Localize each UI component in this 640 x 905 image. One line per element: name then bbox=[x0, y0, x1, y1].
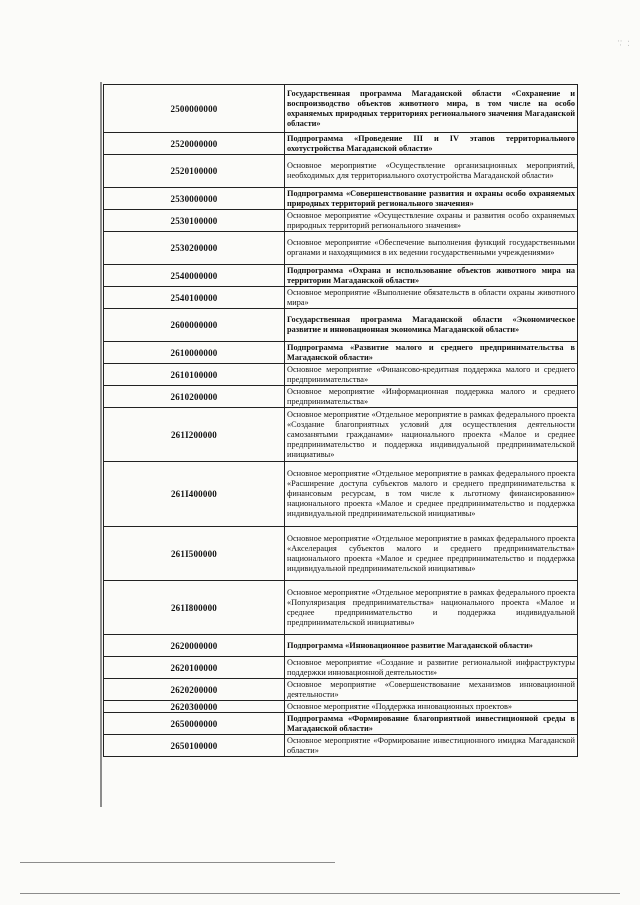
program-name: Основное мероприятие «Выполнение обязательств в области охраны животного мира» bbox=[285, 287, 578, 309]
table-row bbox=[104, 155, 578, 188]
classification-code: 2530100000 bbox=[104, 210, 285, 232]
program-name: Подпрограмма «Развитие малого и среднего предпринимательства в Магаданской области» bbox=[285, 342, 578, 364]
classification-code: 2520000000 bbox=[104, 133, 285, 155]
table-row bbox=[104, 309, 578, 342]
table-row bbox=[104, 342, 578, 364]
classification-code: 261I800000 bbox=[104, 581, 285, 635]
classification-code: 261I400000 bbox=[104, 462, 285, 527]
program-name: Государственная программа Магаданской области «Сохранение и воспроизводство объектов животного мира, в том числе на особо охраняемых природных территориях регионального значения Магаданской области» bbox=[285, 85, 578, 133]
table-row bbox=[104, 635, 578, 657]
program-name: Подпрограмма «Охрана и использование объектов животного мира на территории Магаданской области» bbox=[285, 265, 578, 287]
classification-code: 2610000000 bbox=[104, 342, 285, 364]
program-name: Основное мероприятие «Отдельное мероприятие в рамках федерального проекта «Создание благоприятных условий для осуществления деятельности самозанятыми гражданами» национального проекта «Малое и среднее предпринимательство и поддержка индивидуальной предпринимательской инициативы» bbox=[285, 408, 578, 462]
table-row bbox=[104, 85, 578, 133]
classification-code: 2530000000 bbox=[104, 188, 285, 210]
scan-artifact-bottom-left-line bbox=[20, 862, 335, 863]
scan-artifact-bottom-line bbox=[20, 893, 620, 894]
program-name: Основное мероприятие «Отдельное мероприятие в рамках федерального проекта «Расширение доступа субъектов малого и среднего предпринимательства к финансовым ресурсам, в том числе к льготному финансированию» национального проекта «Малое и среднее предпринимательство и поддержка индивидуальной предпринимательской инициативы» bbox=[285, 462, 578, 527]
table-row bbox=[104, 735, 578, 757]
classification-code: 261I200000 bbox=[104, 408, 285, 462]
classification-code: 2540100000 bbox=[104, 287, 285, 309]
classification-code: 2610200000 bbox=[104, 386, 285, 408]
program-name: Основное мероприятие «Создание и развитие региональной инфраструктуры поддержки инновационной деятельности» bbox=[285, 657, 578, 679]
classification-code: 2610100000 bbox=[104, 364, 285, 386]
table-body bbox=[104, 85, 578, 757]
table-row bbox=[104, 287, 578, 309]
classification-code: 2530200000 bbox=[104, 232, 285, 265]
classification-code: 2600000000 bbox=[104, 309, 285, 342]
table-row bbox=[104, 232, 578, 265]
classification-code: 2520100000 bbox=[104, 155, 285, 188]
table-row bbox=[104, 581, 578, 635]
program-name: Основное мероприятие «Финансово-кредитная поддержка малого и среднего предпринимательства» bbox=[285, 364, 578, 386]
classification-code: 2620100000 bbox=[104, 657, 285, 679]
table-row bbox=[104, 265, 578, 287]
program-name: Государственная программа Магаданской области «Экономическое развитие и инновационная экономика Магаданской области» bbox=[285, 309, 578, 342]
table-row bbox=[104, 133, 578, 155]
table-row bbox=[104, 679, 578, 701]
table-row bbox=[104, 386, 578, 408]
program-name: Подпрограмма «Проведение III и IV этапов территориального охотустройства Магаданской области» bbox=[285, 133, 578, 155]
classification-code: 2540000000 bbox=[104, 265, 285, 287]
program-name: Основное мероприятие «Отдельное мероприятие в рамках федерального проекта «Акселерация субъектов малого и среднего предпринимательства» национального проекта «Малое и среднее предпринимательство и поддержка индивидуальной предпринимательской инициативы» bbox=[285, 527, 578, 581]
program-name: Основное мероприятие «Формирование инвестиционного имиджа Магаданской области» bbox=[285, 735, 578, 757]
table-row bbox=[104, 364, 578, 386]
table-row bbox=[104, 210, 578, 232]
margin-annotation: · · : · bbox=[616, 40, 632, 47]
program-name: Подпрограмма «Инновационное развитие Магаданской области» bbox=[285, 635, 578, 657]
budget-classification-table bbox=[103, 84, 578, 757]
classification-code: 2620300000 bbox=[104, 701, 285, 713]
table-row bbox=[104, 713, 578, 735]
classification-code: 2620000000 bbox=[104, 635, 285, 657]
program-name: Основное мероприятие «Осуществление охраны и развития особо охраняемых природных территорий регионального значения» bbox=[285, 210, 578, 232]
program-name: Подпрограмма «Формирование благоприятной инвестиционной среды в Магаданской области» bbox=[285, 713, 578, 735]
program-name: Основное мероприятие «Отдельное мероприятие в рамках федерального проекта «Популяризация предпринимательства» национального проекта «Малое и среднее предпринимательство и поддержка индивидуальной предпринимательской инициативы» bbox=[285, 581, 578, 635]
program-name: Основное мероприятие «Поддержка инновационных проектов» bbox=[285, 701, 578, 713]
classification-code: 2650000000 bbox=[104, 713, 285, 735]
table-row bbox=[104, 527, 578, 581]
table-row bbox=[104, 462, 578, 527]
program-name: Основное мероприятие «Обеспечение выполнения функций государственными органами и находящимися в их ведении государственными учреждениями» bbox=[285, 232, 578, 265]
table-row bbox=[104, 701, 578, 713]
program-name: Основное мероприятие «Совершенствование механизмов инновационной деятельности» bbox=[285, 679, 578, 701]
classification-code: 2620200000 bbox=[104, 679, 285, 701]
program-name: Подпрограмма «Совершенствование развития и охраны особо охраняемых природных территорий регионального значения» bbox=[285, 188, 578, 210]
table-row bbox=[104, 408, 578, 462]
classification-code: 261I500000 bbox=[104, 527, 285, 581]
classification-code: 2650100000 bbox=[104, 735, 285, 757]
program-name: Основное мероприятие «Информационная поддержка малого и среднего предпринимательства» bbox=[285, 386, 578, 408]
program-name: Основное мероприятие «Осуществление организационных мероприятий, необходимых для территориального охотустройства Магаданской области» bbox=[285, 155, 578, 188]
table-row bbox=[104, 188, 578, 210]
table-row bbox=[104, 657, 578, 679]
classification-code: 2500000000 bbox=[104, 85, 285, 133]
scan-artifact-top-line bbox=[100, 82, 102, 807]
